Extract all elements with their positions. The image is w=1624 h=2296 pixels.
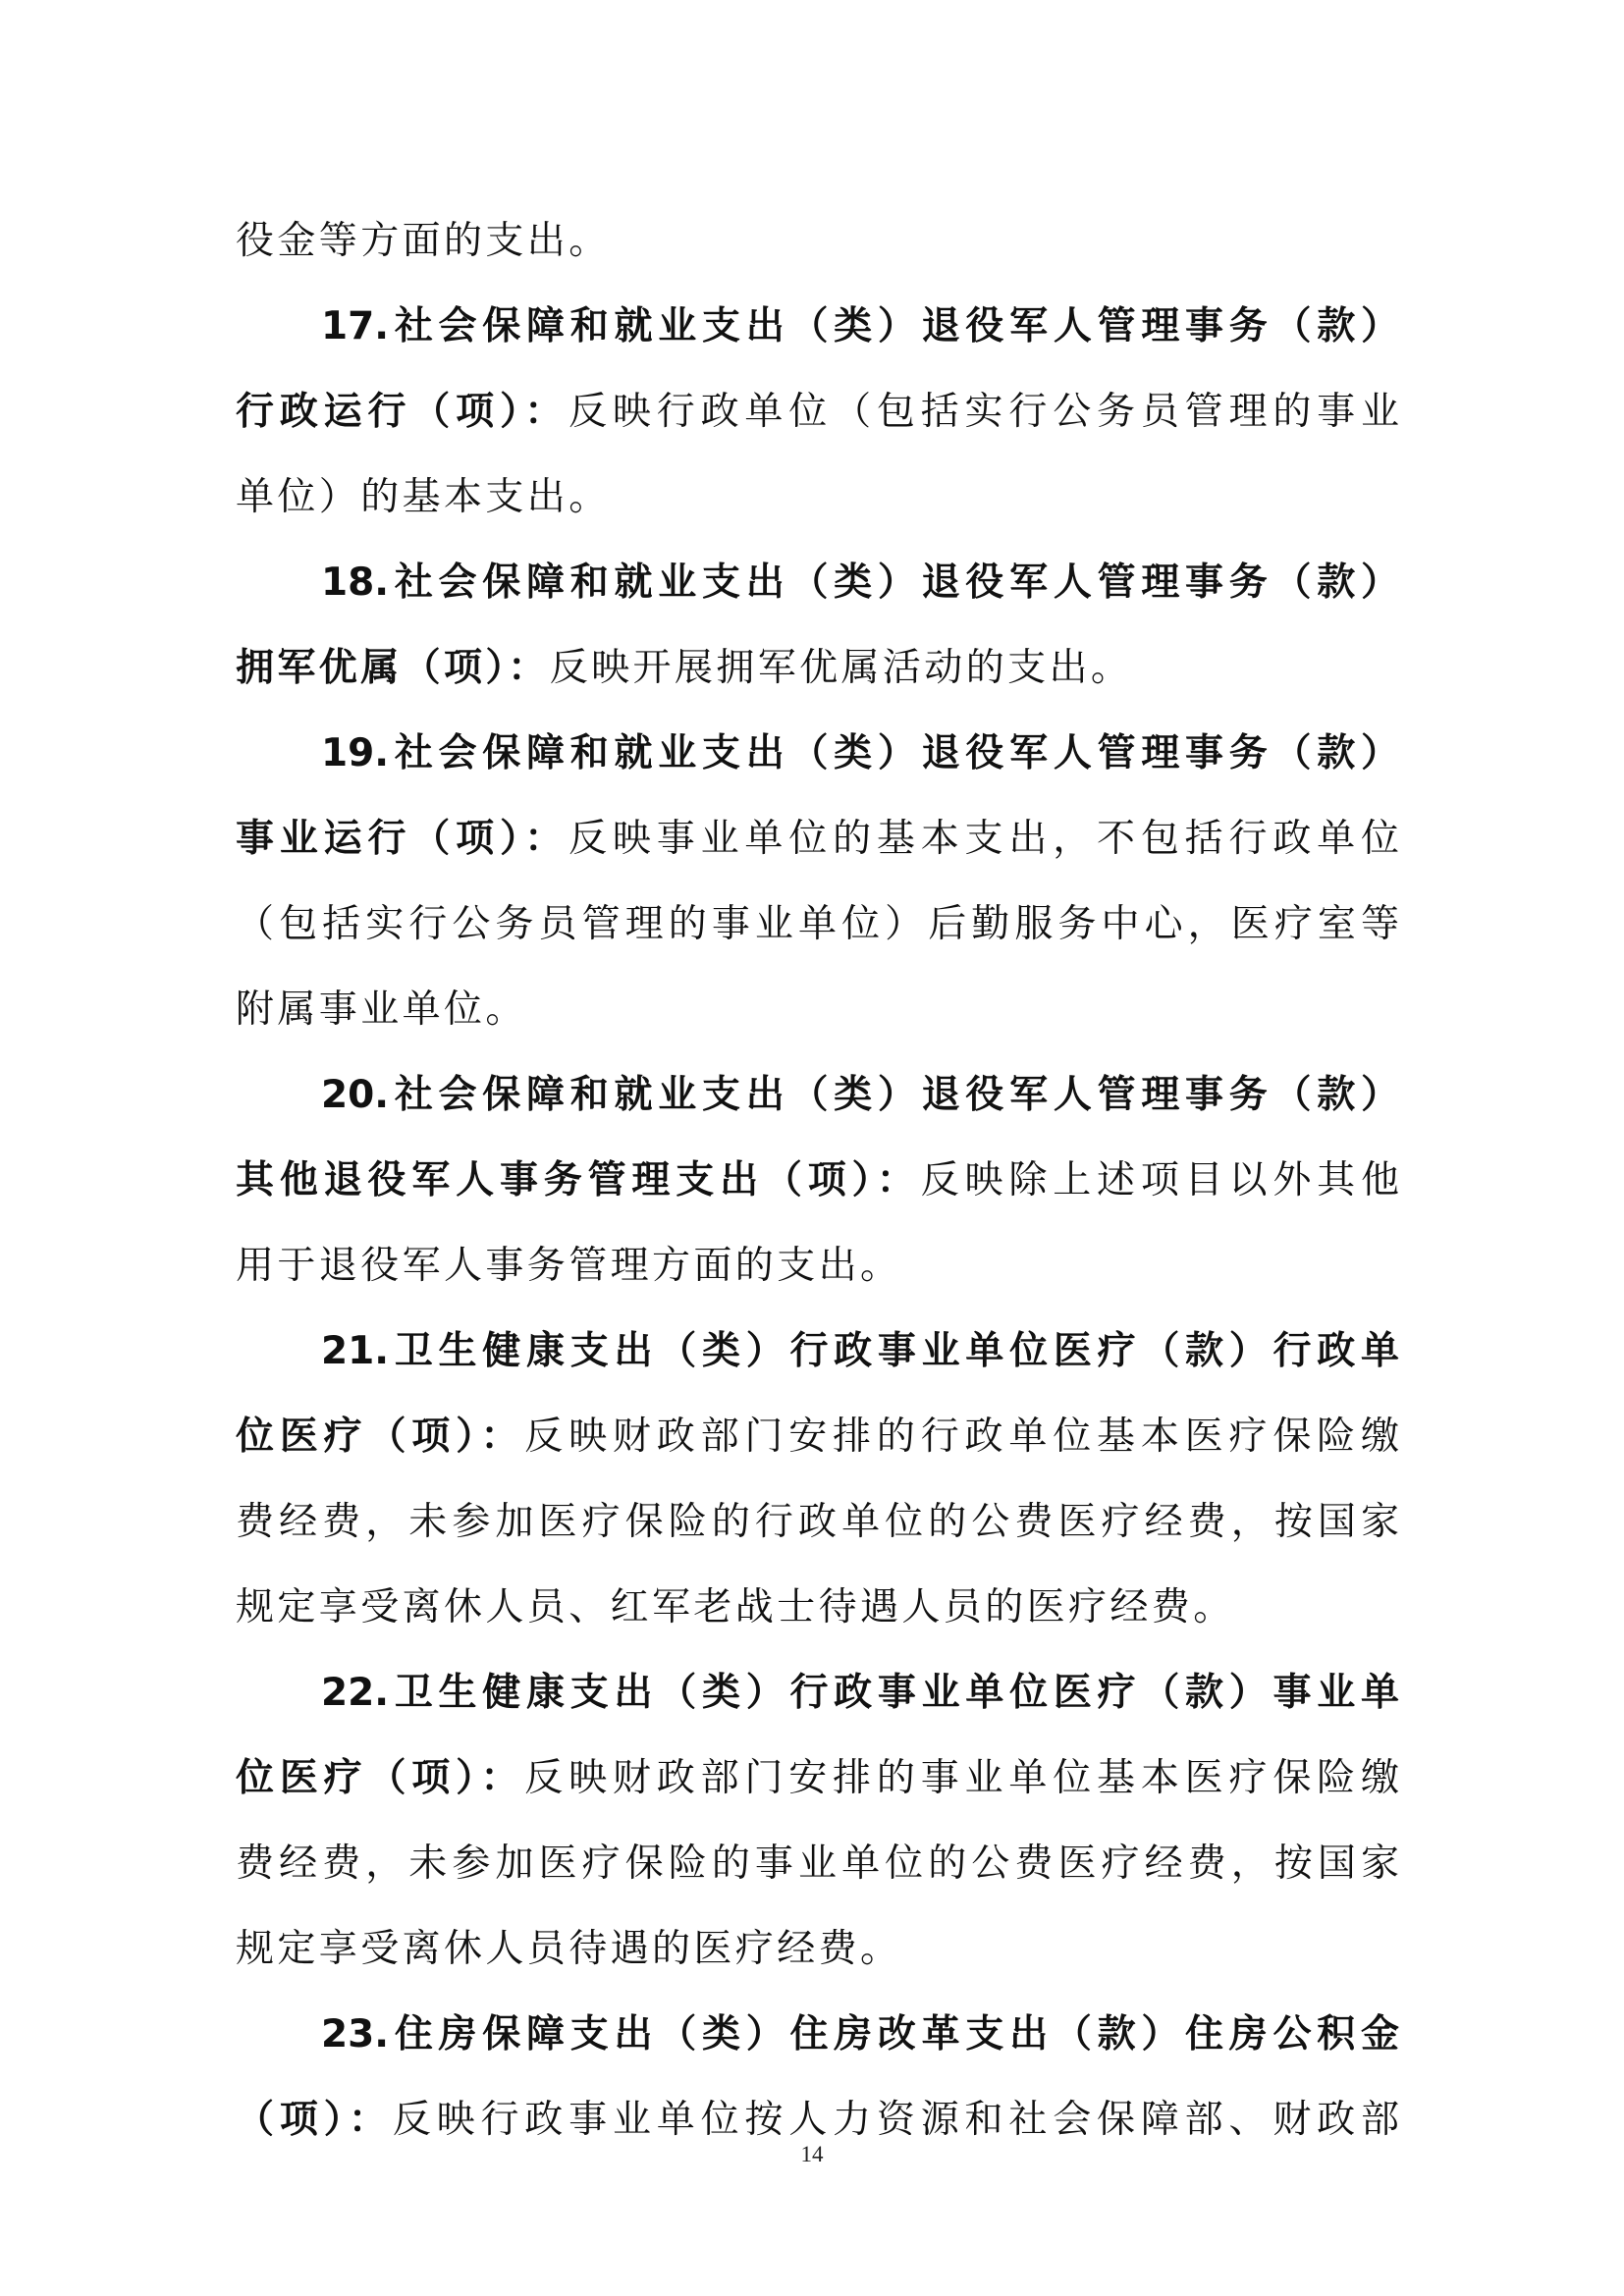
item-heading: 位医疗（项）： [236, 1756, 525, 1800]
item-heading: 位医疗（项）： [236, 1415, 525, 1459]
text-line-14 [321, 1312, 1399, 1391]
regular-text: 附属事业单位。 [236, 988, 527, 1032]
item-heading: 其他退役军人事务管理支出（项）： [236, 1158, 921, 1202]
item-heading: （项）： [236, 2098, 393, 2142]
item-heading: 19.社会保障和就业支出（类）退役军人管理事务（款） [321, 731, 1399, 775]
item-heading: 拥军优属（项）： [236, 646, 550, 690]
page-number: 14 [800, 2142, 824, 2166]
text-line-6 [236, 629, 1399, 708]
regular-text: 反映开展拥军优属活动的支出。 [549, 646, 1133, 690]
item-heading: 17.社会保障和就业支出（类）退役军人管理事务（款） [321, 304, 1399, 348]
item-heading: 23.住房保障支出（类）住房改革支出（款）住房公积金 [321, 2012, 1399, 2056]
regular-text: 役金等方面的支出。 [236, 219, 611, 263]
regular-text: 费经费，未参加医疗保险的行政单位的公费医疗经费，按国家 [236, 1500, 1399, 1544]
text-line-13 [236, 1227, 1399, 1306]
regular-text: 反映事业单位的基本支出，不包括行政单位 [568, 817, 1399, 861]
item-heading: 事业运行（项）： [236, 817, 569, 861]
item-heading: 21.卫生健康支出（类）行政事业单位医疗（款）行政单 [321, 1329, 1399, 1373]
item-heading: 行政运行（项）： [236, 390, 569, 434]
regular-text: 反映除上述项目以外其他 [920, 1158, 1399, 1202]
text-line-9 [236, 885, 1399, 964]
text-line-5 [321, 544, 1399, 622]
text-line-16 [236, 1483, 1399, 1562]
text-line-21 [236, 1910, 1399, 1989]
text-line-1 [236, 202, 1399, 281]
text-line-3 [236, 373, 1399, 452]
regular-text: 反映行政单位（包括实行公务员管理的事业 [568, 390, 1399, 434]
text-line-18 [321, 1654, 1399, 1733]
regular-text: 单位）的基本支出。 [236, 475, 611, 519]
regular-text: 反映行政事业单位按人力资源和社会保障部、财政部 [392, 2098, 1399, 2142]
text-line-19 [236, 1739, 1399, 1818]
text-line-22 [321, 1996, 1399, 2074]
text-line-7 [321, 715, 1399, 793]
regular-text: （包括实行公务员管理的事业单位）后勤服务中心，医疗室等 [236, 902, 1399, 946]
text-line-4 [236, 458, 1399, 537]
regular-text: 反映财政部门安排的事业单位基本医疗保险缴 [524, 1756, 1399, 1800]
regular-text: 规定享受离休人员、红军老战士待遇人员的医疗经费。 [236, 1585, 1235, 1629]
regular-text: 反映财政部门安排的行政单位基本医疗保险缴 [524, 1415, 1399, 1459]
regular-text: 规定享受离休人员待遇的医疗经费。 [236, 1927, 902, 1971]
text-line-15 [236, 1398, 1399, 1476]
item-heading: 18.社会保障和就业支出（类）退役军人管理事务（款） [321, 561, 1399, 605]
text-line-2 [321, 288, 1399, 366]
regular-text: 费经费，未参加医疗保险的事业单位的公费医疗经费，按国家 [236, 1842, 1399, 1886]
text-line-8 [236, 800, 1399, 879]
text-line-11 [321, 1056, 1399, 1135]
regular-text: 用于退役军人事务管理方面的支出。 [236, 1244, 902, 1288]
text-line-20 [236, 1825, 1399, 1903]
text-line-10 [236, 971, 1399, 1049]
item-heading: 22.卫生健康支出（类）行政事业单位医疗（款）事业单 [321, 1671, 1399, 1715]
item-heading: 20.社会保障和就业支出（类）退役军人管理事务（款） [321, 1073, 1399, 1117]
text-line-12 [236, 1142, 1399, 1220]
text-line-17 [236, 1569, 1399, 1647]
